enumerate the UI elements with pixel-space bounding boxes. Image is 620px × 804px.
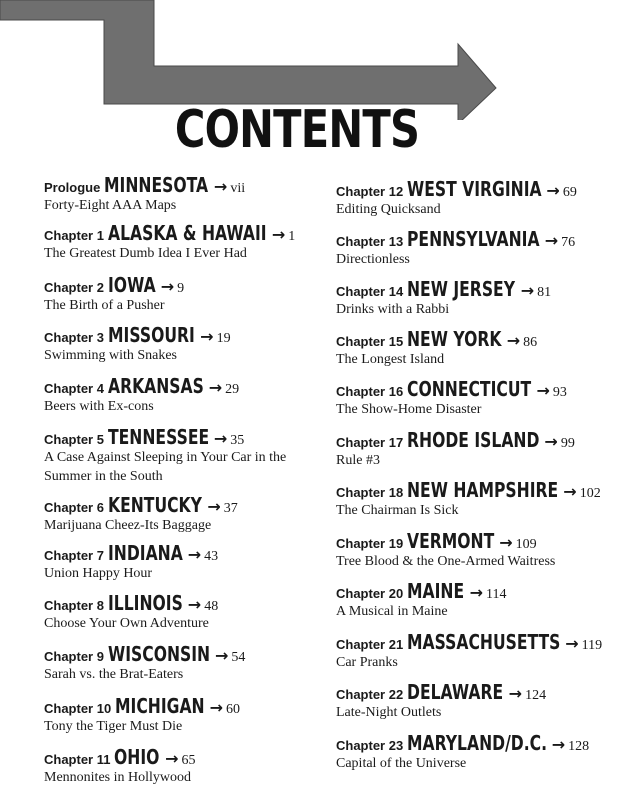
right-arrow-icon: → (544, 432, 558, 451)
page-number: 29 (225, 382, 240, 397)
toc-entry-heading (44, 493, 329, 517)
page-number: 76 (561, 235, 576, 250)
chapter-subtitle: Editing Quicksand (336, 202, 441, 217)
chapter-label: Chapter 13 (336, 234, 404, 249)
chapter-subtitle: Directionless (336, 252, 410, 267)
page-number: 48 (204, 599, 219, 614)
toc-entry (44, 493, 329, 535)
toc-entry-heading (336, 680, 620, 704)
state-name: TENNESSEE (107, 425, 210, 449)
toc-entry (44, 173, 329, 215)
chapter-label: Prologue (44, 180, 101, 195)
toc-entry (336, 680, 620, 722)
chapter-subtitle: A Case Against Sleeping in Your Car in the Summer in the South (44, 450, 287, 484)
right-arrow-icon: → (209, 698, 224, 717)
right-arrow-icon: → (165, 749, 179, 768)
toc-entry-heading (336, 227, 620, 251)
state-name: NEW HAMPSHIRE (407, 478, 559, 502)
page-number: 124 (525, 688, 547, 703)
toc-entry (44, 745, 329, 787)
toc-entry-heading (336, 529, 620, 553)
state-name: KENTUCKY (107, 493, 202, 517)
toc-entry-heading (44, 694, 329, 718)
chapter-label: Chapter 19 (336, 536, 404, 551)
page-number: 119 (581, 638, 603, 653)
toc-entry-heading (44, 745, 329, 769)
toc-entry-heading (44, 374, 329, 398)
chapter-label: Chapter 18 (336, 485, 404, 500)
chapter-label: Chapter 10 (44, 701, 112, 716)
toc-entry-heading (44, 273, 329, 297)
chapter-subtitle: The Birth of a Pusher (44, 298, 165, 313)
chapter-subtitle: Drinks with a Rabbi (336, 302, 450, 317)
state-name: MICHIGAN (115, 694, 205, 718)
chapter-label: Chapter 12 (336, 184, 404, 199)
toc-entry (336, 529, 620, 571)
toc-entry (44, 221, 329, 263)
chapter-label: Chapter 15 (336, 334, 404, 349)
chapter-label: Chapter 20 (336, 586, 404, 601)
right-arrow-icon: → (200, 327, 214, 346)
chapter-label: Chapter 9 (44, 649, 104, 664)
chapter-subtitle: Choose Your Own Adventure (44, 616, 209, 631)
chapter-label: Chapter 1 (44, 228, 104, 243)
chapter-label: Chapter 2 (44, 280, 104, 295)
chapter-subtitle: Car Pranks (336, 655, 398, 670)
chapter-label: Chapter 23 (336, 738, 404, 753)
toc-entry (44, 323, 329, 365)
right-arrow-icon: → (546, 181, 560, 200)
toc-entry-heading (336, 177, 620, 201)
state-name: WEST VIRGINIA (407, 177, 542, 201)
state-name: MAINE (407, 579, 465, 603)
right-arrow-icon: → (544, 231, 559, 250)
toc-entry (44, 425, 329, 486)
page-number: 65 (181, 753, 196, 768)
toc-entry (336, 478, 620, 520)
page-number: 102 (579, 486, 601, 501)
toc-entry (336, 327, 620, 369)
chapter-label: Chapter 8 (44, 598, 104, 613)
right-arrow-icon: → (160, 277, 175, 296)
page-number: 60 (226, 702, 241, 717)
toc-entry (336, 227, 620, 269)
right-arrow-icon: → (271, 225, 286, 244)
chapter-label: Chapter 7 (44, 548, 104, 563)
state-name: MINNESOTA (104, 173, 209, 197)
state-name: MASSACHUSETTS (407, 630, 561, 654)
page-number: 93 (552, 385, 567, 400)
state-name: ALASKA & HAWAII (107, 221, 267, 245)
state-name: MISSOURI (107, 323, 195, 347)
right-arrow-icon: → (213, 429, 228, 448)
right-arrow-icon: → (565, 634, 579, 653)
chapter-subtitle: Beers with Ex-cons (44, 399, 154, 414)
page-number: 128 (568, 739, 590, 754)
state-name: INDIANA (107, 541, 183, 565)
toc-entry (336, 428, 620, 470)
state-name: MARYLAND/D.C. (407, 731, 548, 755)
chapter-label: Chapter 17 (336, 435, 404, 450)
chapter-label: Chapter 16 (336, 384, 404, 399)
page-number: 43 (204, 549, 219, 564)
chapter-subtitle: Marijuana Cheez-Its Baggage (44, 518, 212, 533)
state-name: VERMONT (407, 529, 495, 553)
state-name: DELAWARE (407, 680, 504, 704)
chapter-subtitle: Mennonites in Hollywood (44, 770, 191, 785)
page-number: vii (230, 181, 246, 196)
chapter-subtitle: Sarah vs. the Brat-Eaters (44, 667, 184, 682)
toc-entry-heading (44, 642, 329, 666)
right-arrow-icon: → (506, 331, 521, 350)
state-name: ILLINOIS (107, 591, 183, 615)
page-number: 114 (485, 587, 507, 602)
chapter-subtitle: Union Happy Hour (44, 566, 153, 581)
toc-entry-heading (336, 630, 620, 654)
toc-entry-heading (44, 425, 329, 449)
toc-entry (44, 374, 329, 416)
toc-entry-heading (336, 327, 620, 351)
page-number: 37 (223, 501, 238, 516)
toc-entry (44, 541, 329, 583)
chapter-subtitle: The Show-Home Disaster (336, 402, 482, 417)
page-number: 35 (230, 433, 245, 448)
toc-entry (336, 731, 620, 773)
toc-entry (44, 642, 329, 684)
right-arrow-icon: → (213, 177, 228, 196)
right-arrow-icon: → (536, 381, 550, 400)
toc-entry-heading (336, 377, 620, 401)
right-arrow-icon: → (551, 735, 566, 754)
page-number: 1 (288, 229, 296, 244)
toc-entry (336, 579, 620, 621)
page-number: 9 (177, 281, 185, 296)
toc-entry (44, 694, 329, 736)
toc-entry (336, 177, 620, 219)
chapter-subtitle: Tony the Tiger Must Die (44, 719, 183, 734)
chapter-subtitle: Swimming with Snakes (44, 348, 178, 363)
toc-entry (336, 377, 620, 419)
chapter-subtitle: Capital of the Universe (336, 756, 467, 771)
state-name: NEW JERSEY (407, 277, 516, 301)
toc-entry-heading (336, 478, 620, 502)
state-name: RHODE ISLAND (407, 428, 540, 452)
chapter-label: Chapter 11 (44, 752, 111, 767)
state-name: PENNSYLVANIA (407, 227, 540, 251)
chapter-subtitle: A Musical in Maine (336, 604, 448, 619)
page-title: CONTENTS (174, 100, 420, 160)
toc-entry-heading (44, 323, 329, 347)
page-number: 109 (515, 537, 537, 552)
right-arrow-icon: → (187, 595, 202, 614)
toc-entry-heading (44, 541, 329, 565)
right-arrow-icon: → (187, 545, 202, 564)
toc-entry-heading (336, 277, 620, 301)
chapter-label: Chapter 5 (44, 432, 104, 447)
state-name: CONNECTICUT (407, 377, 532, 401)
toc-entry-heading (336, 731, 620, 755)
toc-entry (44, 591, 329, 633)
page-number: 81 (537, 285, 552, 300)
toc-entry (44, 273, 329, 315)
state-name: NEW YORK (407, 327, 502, 351)
right-arrow-icon: → (563, 482, 577, 501)
chapter-subtitle: The Chairman Is Sick (336, 503, 459, 518)
right-arrow-icon: → (499, 533, 513, 552)
chapter-label: Chapter 22 (336, 687, 404, 702)
toc-entry (336, 630, 620, 672)
chapter-subtitle: Rule #3 (336, 453, 380, 468)
chapter-label: Chapter 21 (336, 637, 404, 652)
right-arrow-icon: → (520, 281, 535, 300)
right-arrow-icon: → (215, 646, 229, 665)
toc-entry-heading (44, 173, 329, 197)
chapter-label: Chapter 14 (336, 284, 404, 299)
chapter-subtitle: The Greatest Dumb Idea I Ever Had (44, 246, 247, 261)
chapter-label: Chapter 6 (44, 500, 104, 515)
right-arrow-icon: → (469, 583, 483, 602)
right-arrow-icon: → (508, 684, 523, 703)
toc-entry-heading (336, 579, 620, 603)
toc-entry-heading (336, 428, 620, 452)
page-number: 69 (562, 185, 577, 200)
chapter-subtitle: Forty-Eight AAA Maps (44, 198, 177, 213)
toc-entry-heading (44, 591, 329, 615)
page-number: 54 (231, 650, 246, 665)
toc-entry (336, 277, 620, 319)
state-name: WISCONSIN (107, 642, 211, 666)
right-arrow-icon: → (208, 378, 223, 397)
chapter-subtitle: Tree Blood & the One-Armed Waitress (336, 554, 556, 569)
chapter-subtitle: The Longest Island (336, 352, 445, 367)
toc-entry-heading (44, 221, 329, 245)
state-name: IOWA (107, 273, 156, 297)
chapter-label: Chapter 4 (44, 381, 104, 396)
page-number: 99 (560, 436, 575, 451)
state-name: OHIO (114, 745, 160, 769)
chapter-label: Chapter 3 (44, 330, 104, 345)
state-name: ARKANSAS (107, 374, 204, 398)
right-arrow-icon: → (207, 497, 221, 516)
chapter-subtitle: Late-Night Outlets (336, 705, 442, 720)
page-number: 19 (216, 331, 231, 346)
page-number: 86 (523, 335, 538, 350)
